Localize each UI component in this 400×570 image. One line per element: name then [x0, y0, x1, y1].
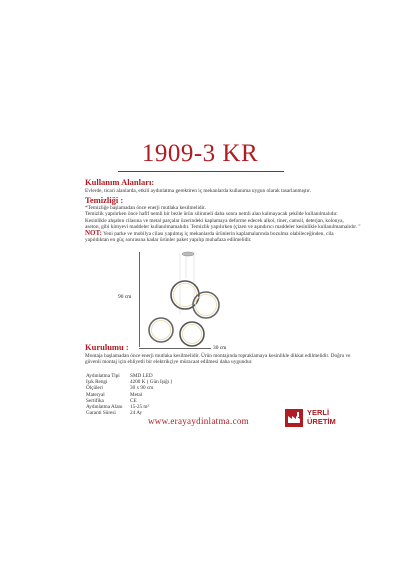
spec-value: SMD LED	[130, 373, 153, 379]
spec-value: CE	[130, 397, 137, 404]
height-dimension: 90 cm	[118, 294, 132, 300]
cleaning-line: aseton, gibi kimyevi maddeler kullanılmamalıdır. Temizlik yapılırken (çizen ve aşındırıcı maddeler kesinlikle kullanılmamalıdır. "	[85, 224, 361, 231]
spec-label: Aydınlatma Tipi	[86, 373, 120, 379]
spec-label: Ölçüleri	[86, 385, 103, 392]
factory-icon	[284, 408, 304, 428]
spec-value: Metal	[130, 391, 143, 398]
cleaning-line: *Temizliğe başlamadan önce enerji mutlaka kesilmelidir.	[85, 205, 206, 211]
note-line: yapıldıktan en güç sonrasına kadar ürünler paket yapılıp muhafaza edilmelidir.	[85, 237, 252, 244]
installation-text	[85, 353, 351, 366]
spec-label: Sertifika	[86, 397, 104, 404]
usage-heading: Kullanım Alanları:	[85, 177, 155, 187]
width-dimension-line	[139, 348, 211, 349]
spec-label: Işık Rengi	[86, 379, 108, 386]
spec-table	[86, 373, 172, 416]
installation-line: Montaja başlamadan önce enerji mutlaka kesilmelidir. Ürün montajında topraklamaya kesinlikle dikkat edilmelidir. Doğru ve	[85, 353, 351, 359]
note-line: Yeni parke ve mobilya cilası yapılmış iç mekanlarda ürünlerin kaplamalarında bozulma olabileceğinden, cila	[103, 231, 334, 237]
installation-line: güvenli montaj için ehliyetli bir elektrikçiye müracaat edilmesi daha uygundur.	[85, 359, 253, 366]
cleaning-text	[85, 205, 361, 231]
spec-value: 30 x 90 cm	[130, 385, 154, 392]
spec-label: Garanti Süresi	[86, 410, 116, 417]
height-dimension-line	[139, 252, 140, 347]
cleaning-line: Kesinlikle ahşabın cilasına ve metal parçalar üzerindeki kaplamaya deforme edecek alkol, tiner, camsil, deterjan, kolonya,	[85, 217, 344, 224]
badge-line1: YERLİ	[307, 408, 330, 417]
spec-value: 24 Ay	[130, 410, 143, 417]
cleaning-line: Temizlik yapılırken önce hafif nemli bir bezle ürün silinmeli daha sonra nemli alan kalmayacak şekilde kullanılmalıdır.	[85, 211, 338, 218]
spec-label: Materyal	[86, 391, 105, 398]
website-link[interactable]: www.erayaydinlatma.com	[148, 416, 249, 426]
product-title: 1909-3 KR	[141, 140, 259, 167]
product-drawing	[140, 250, 240, 350]
note-label: NOT:	[85, 229, 102, 237]
cleaning-heading: Temizliği :	[85, 195, 124, 205]
width-dimension: 30 cm	[213, 345, 227, 351]
spec-value: 4200 K ( Gün Işığı )	[130, 379, 173, 386]
spec-label: Aydınlatma Alanı	[86, 404, 123, 411]
usage-text: Evlerde, ticari alanlarda, etkili aydınlatma gerektiren iç mekanlarda kullanıma uygun olarak tasarlanmıştır.	[85, 188, 311, 194]
spec-value: 15-25 m²	[130, 404, 149, 411]
installation-heading: Kurulumu :	[85, 342, 129, 352]
title-underline	[118, 171, 284, 172]
local-production-badge	[284, 406, 334, 432]
badge-line2: ÜRETİM	[307, 417, 336, 426]
note-block	[85, 230, 334, 244]
